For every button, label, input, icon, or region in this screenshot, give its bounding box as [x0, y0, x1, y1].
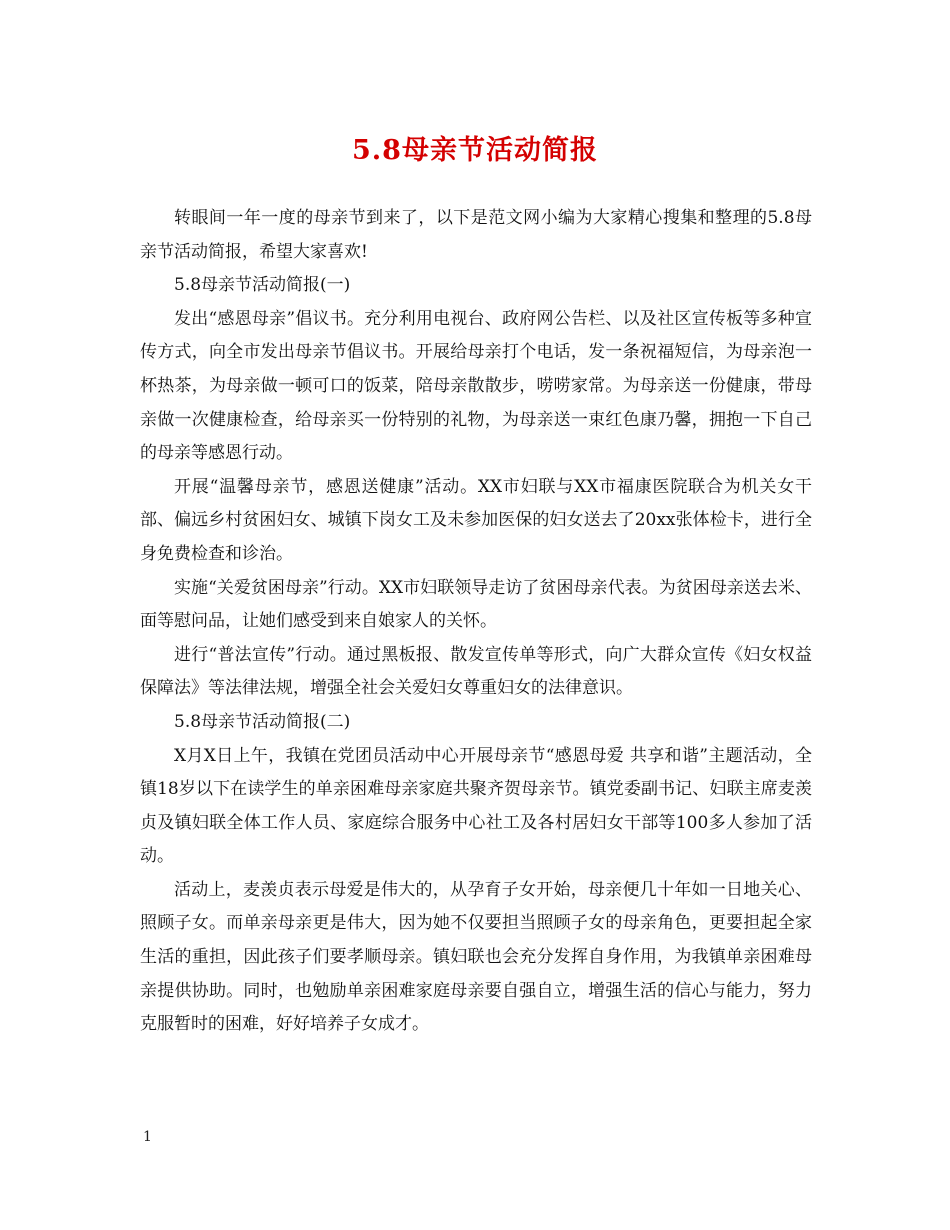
document-body: [140, 202, 812, 1042]
document-title: 5.8母亲节活动简报: [352, 135, 598, 166]
section-heading-1: 5.8母亲节活动简报(一): [174, 275, 351, 296]
section-heading-2: 5.8母亲节活动简报(二): [174, 711, 351, 732]
body-paragraph: X月X日上午，我镇在党团员活动中心开展母亲节“感恩母爱 共享和谐”主题活动，全镇18岁以下在读学生的单亲困难母亲家庭共聚齐贺母亲节。镇党委副书记、妇联主席麦羡贞及镇妇联全体工作人员、家庭综合服务中心社工及各村居妇女干部等100多人参加了活动。: [140, 745, 812, 867]
intro-paragraph: 转眼间一年一度的母亲节到来了，以下是范文网小编为大家精心搜集和整理的5.8母亲节活动简报，希望大家喜欢!: [140, 208, 812, 262]
body-paragraph: 实施“关爱贫困母亲”行动。XX市妇联领导走访了贫困母亲代表。为贫困母亲送去米、面等慰问品，让她们感受到来自娘家人的关怀。: [140, 577, 812, 632]
page-number: 1: [143, 1129, 152, 1145]
body-paragraph: 发出“感恩母亲”倡议书。充分利用电视台、政府网公告栏、以及社区宣传板等多种宣传方式，向全市发出母亲节倡议书。开展给母亲打个电话，发一条祝福短信，为母亲泡一杯热茶，为母亲做一顿可口的饭菜，陪母亲散散步，唠唠家常。为母亲送一份健康，带母亲做一次健康检查，给母亲买一份特别的礼物，为母亲送一束红色康乃馨，拥抱一下自己的母亲等感恩行动。: [140, 308, 812, 464]
body-paragraph: 进行“普法宣传”行动。通过黑板报、散发宣传单等形式，向广大群众宣传《妇女权益保障法》等法律法规，增强全社会关爱妇女尊重妇女的法律意识。: [140, 644, 812, 699]
body-paragraph: 开展“温馨母亲节，感恩送健康”活动。XX市妇联与XX市福康医院联合为机关女干部、偏远乡村贫困妇女、城镇下岗女工及未参加医保的妇女送去了20xx张体检卡，进行全身免费检查和诊治。: [140, 476, 812, 564]
body-paragraph: 活动上，麦羡贞表示母爱是伟大的，从孕育子女开始，母亲便几十年如一日地关心、照顾子女。而单亲母亲更是伟大，因为她不仅要担当照顾子女的母亲角色，更要担起全家生活的重担，因此孩子们要孝顺母亲。镇妇联也会充分发挥自身作用，为我镇单亲困难母亲提供协助。同时，也勉励单亲困难家庭母亲要自强自立，增强生活的信心与能力，努力克服暂时的困难，好好培养子女成才。: [140, 879, 812, 1035]
